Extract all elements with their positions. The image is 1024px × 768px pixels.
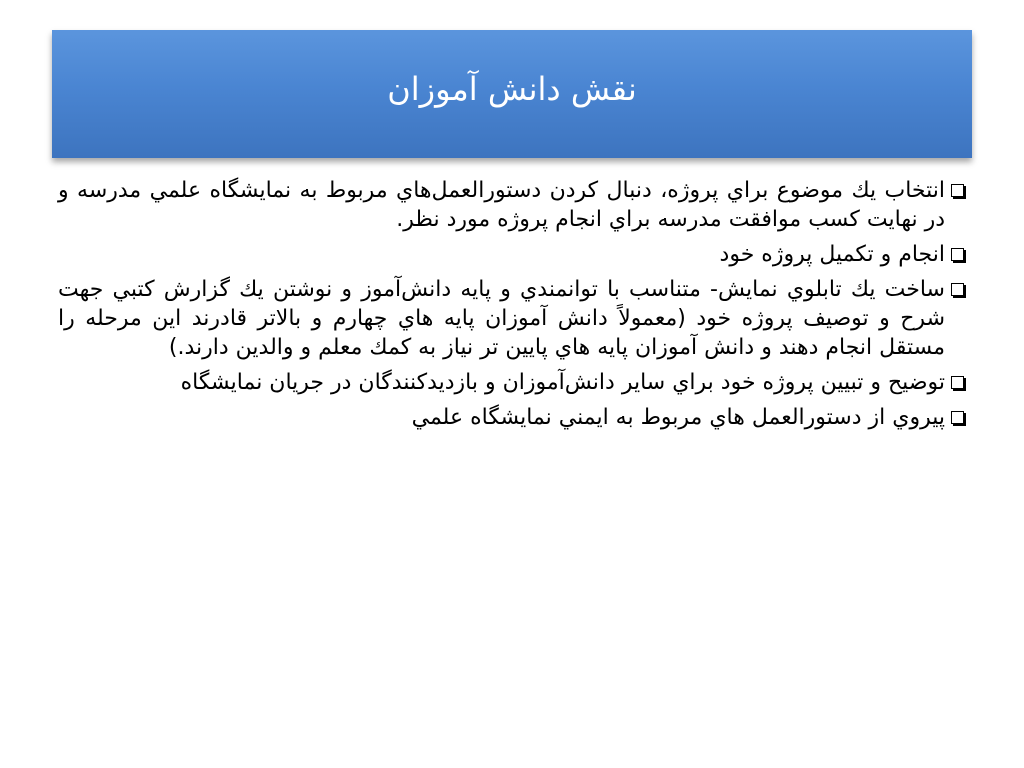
slide-title: نقش دانش آموزان — [387, 70, 637, 108]
square-bullet-icon — [951, 376, 964, 389]
bullet-item — [58, 176, 964, 234]
square-bullet-icon — [951, 248, 964, 261]
bullet-text: توضيح و تبيين پروژه خود براي ساير دانش‌آموزان و بازديدكنندگان در جريان نمايشگاه — [180, 370, 945, 395]
square-bullet-icon — [951, 411, 964, 424]
bullet-text: انتخاب يك موضوع براي پروژه، دنبال كردن دستورالعمل‌هاي مربوط به نمايشگاه علمي مدرسه و در نهايت كسب موافقت مدرسه براي انجام پروژه مورد نظر. — [58, 178, 945, 232]
bullet-item — [58, 275, 964, 362]
bullet-text: ساخت يك تابلوي نمايش- متناسب با توانمندي و پايه دانش‌آموز و نوشتن يك گزارش كتبي جهت شرح و توصيف پروژه خود (معمولاً دانش آموزان پايه هاي چهارم و بالاتر قادرند اين مرحله را مستقل انجام دهند و دانش آموزان پايه هاي پايين تر نياز به كمك معلم و والدين دارند.) — [58, 277, 945, 360]
title-banner — [52, 30, 972, 158]
bullet-item — [58, 240, 964, 269]
bullet-item — [58, 368, 964, 397]
bullet-item — [58, 403, 964, 432]
square-bullet-icon — [951, 184, 964, 197]
bullet-list — [58, 176, 964, 438]
bullet-text: پيروي از دستورالعمل هاي مربوط به ايمني نمايشگاه علمي — [411, 405, 945, 430]
square-bullet-icon — [951, 283, 964, 296]
bullet-text: انجام و تكميل پروژه خود — [719, 242, 945, 267]
